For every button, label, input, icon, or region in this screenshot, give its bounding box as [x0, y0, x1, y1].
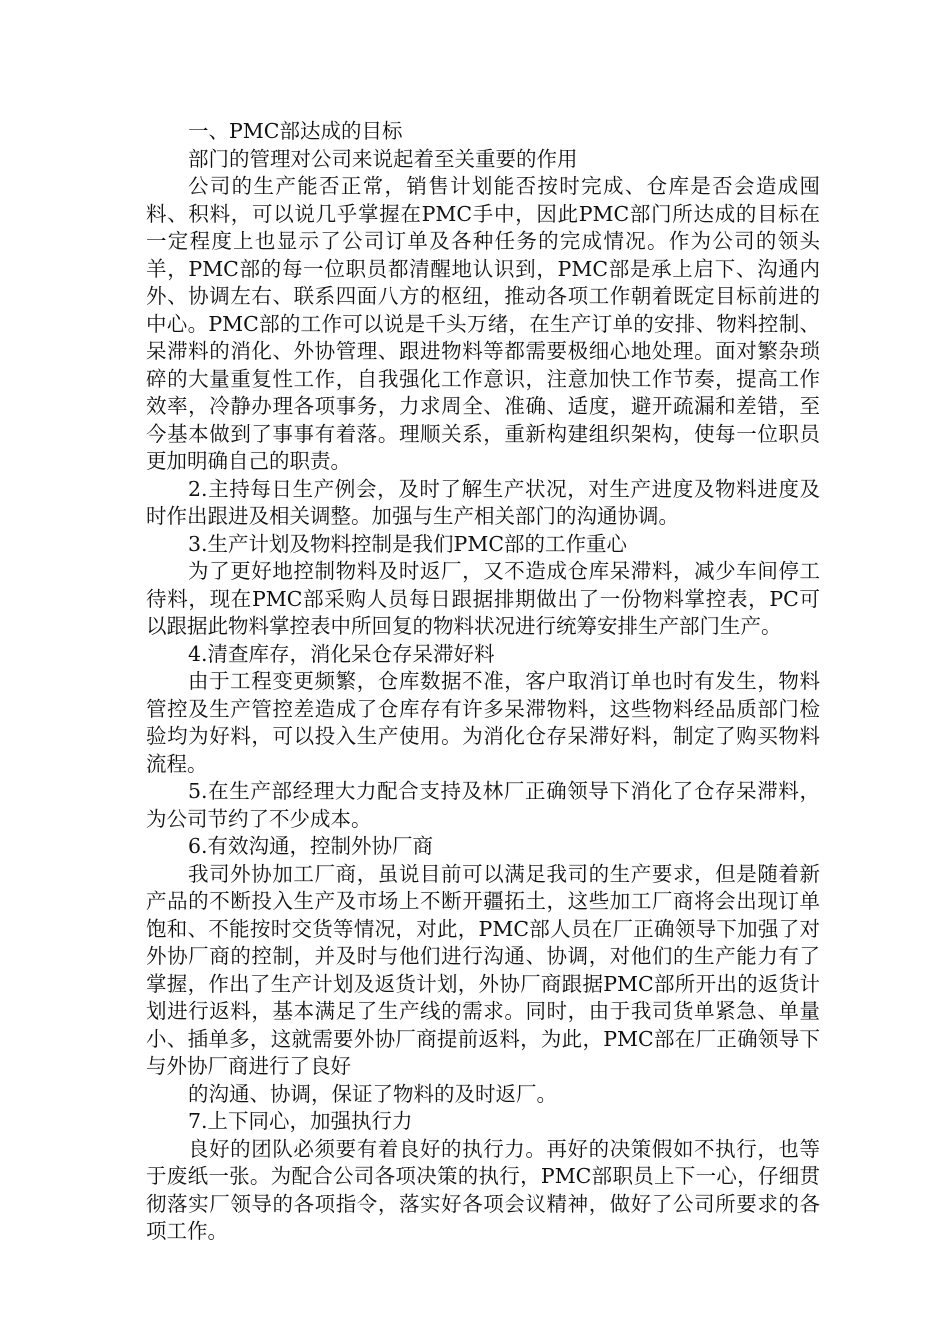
list-item: 2.主持每日生产例会，及时了解生产状况，对生产进度及物料进度及时作出跟进及相关调整。加强与生产相关部门的沟通协调。	[146, 476, 820, 528]
list-item-heading: 7.上下同心，加强执行力	[188, 1109, 413, 1133]
section-heading: 一、PMC部达成的目标	[188, 119, 403, 143]
list-item-heading: 6.有效沟通，控制外协厂商	[188, 834, 434, 858]
list-item-heading: 3.生产计划及物料控制是我们PMC部的工作重心	[188, 531, 628, 556]
paragraph: 我司外协加工厂商，虽说目前可以满足我司的生产要求，但是随着新产品的不断投入生产及市场上不断开疆拓土，这些加工厂商将会出现订单饱和、不能按时交货等情况，对此，PMC部人员在厂正确领导下加强了对外协厂商的控制，并及时与他们进行沟通、协调，对他们的生产能力有了掌握，作出了生产计划及返货计划，外协厂商跟据PMC部所开出的返货计划进行返料，基本满足了生产线的需求。同时，由于我司货单紧急、单量小、插单多，这就需要外协厂商提前返料，为此，PMC部在厂正确领导下与外协厂商进行了良好	[146, 861, 820, 1078]
paragraph: 的沟通、协调，保证了物料的及时返厂。	[188, 1081, 557, 1106]
paragraph: 为了更好地控制物料及时返厂，又不造成仓库呆滞料，减少车间停工待料，现在PMC部采购人员每日跟据排期做出了一份物料掌控表，PC可以跟据此物料掌控表中所回复的物料状况进行统筹安排生产部门生产。	[146, 559, 820, 638]
list-item: 5.在生产部经理大力配合支持及林厂正确领导下消化了仓存呆滞料，为公司节约了不少成本。	[146, 779, 820, 831]
paragraph: 公司的生产能否正常，销售计划能否按时完成、仓库是否会造成囤料、积料，可以说几乎掌握在PMC手中，因此PMC部门所达成的目标在一定程度上也显示了公司订单及各种任务的完成情况。作为公司的领头羊，PMC部的每一位职员都清醒地认识到，PMC部是承上启下、沟通内外、协调左右、联系四面八方的枢纽，推动各项工作朝着既定目标前进的中心。PMC部的工作可以说是千头万绪，在生产订单的安排、物料控制、呆滞料的消化、外协管理、跟进物料等都需要极细心地处理。面对繁杂琐碎的大量重复性工作，自我强化工作意识，注意加快工作节奏，提高工作效率，冷静办理各项事务，力求周全、准确、适度，避开疏漏和差错，至今基本做到了事事有着落。理顺关系，重新构建组织架构，使每一位职员更加明确自己的职责。	[146, 174, 820, 473]
document-body	[146, 118, 820, 1246]
list-item-heading: 4.清查库存，消化呆仓存呆滞好料	[188, 641, 495, 666]
paragraph: 由于工程变更频繁，仓库数据不准，客户取消订单也时有发生，物料管控及生产管控差造成了仓库存有许多呆滞物料，这些物料经品质部门检验均为好料，可以投入生产使用。为消化仓存呆滞好料，制定了购买物料流程。	[146, 669, 820, 776]
paragraph: 部门的管理对公司来说起着至关重要的作用	[188, 146, 578, 171]
paragraph: 良好的团队必须要有着良好的执行力。再好的决策假如不执行，也等于废纸一张。为配合公司各项决策的执行，PMC部职员上下一心，仔细贯彻落实厂领导的各项指令，落实好各项会议精神，做好了公司所要求的各项工作。	[146, 1136, 820, 1243]
